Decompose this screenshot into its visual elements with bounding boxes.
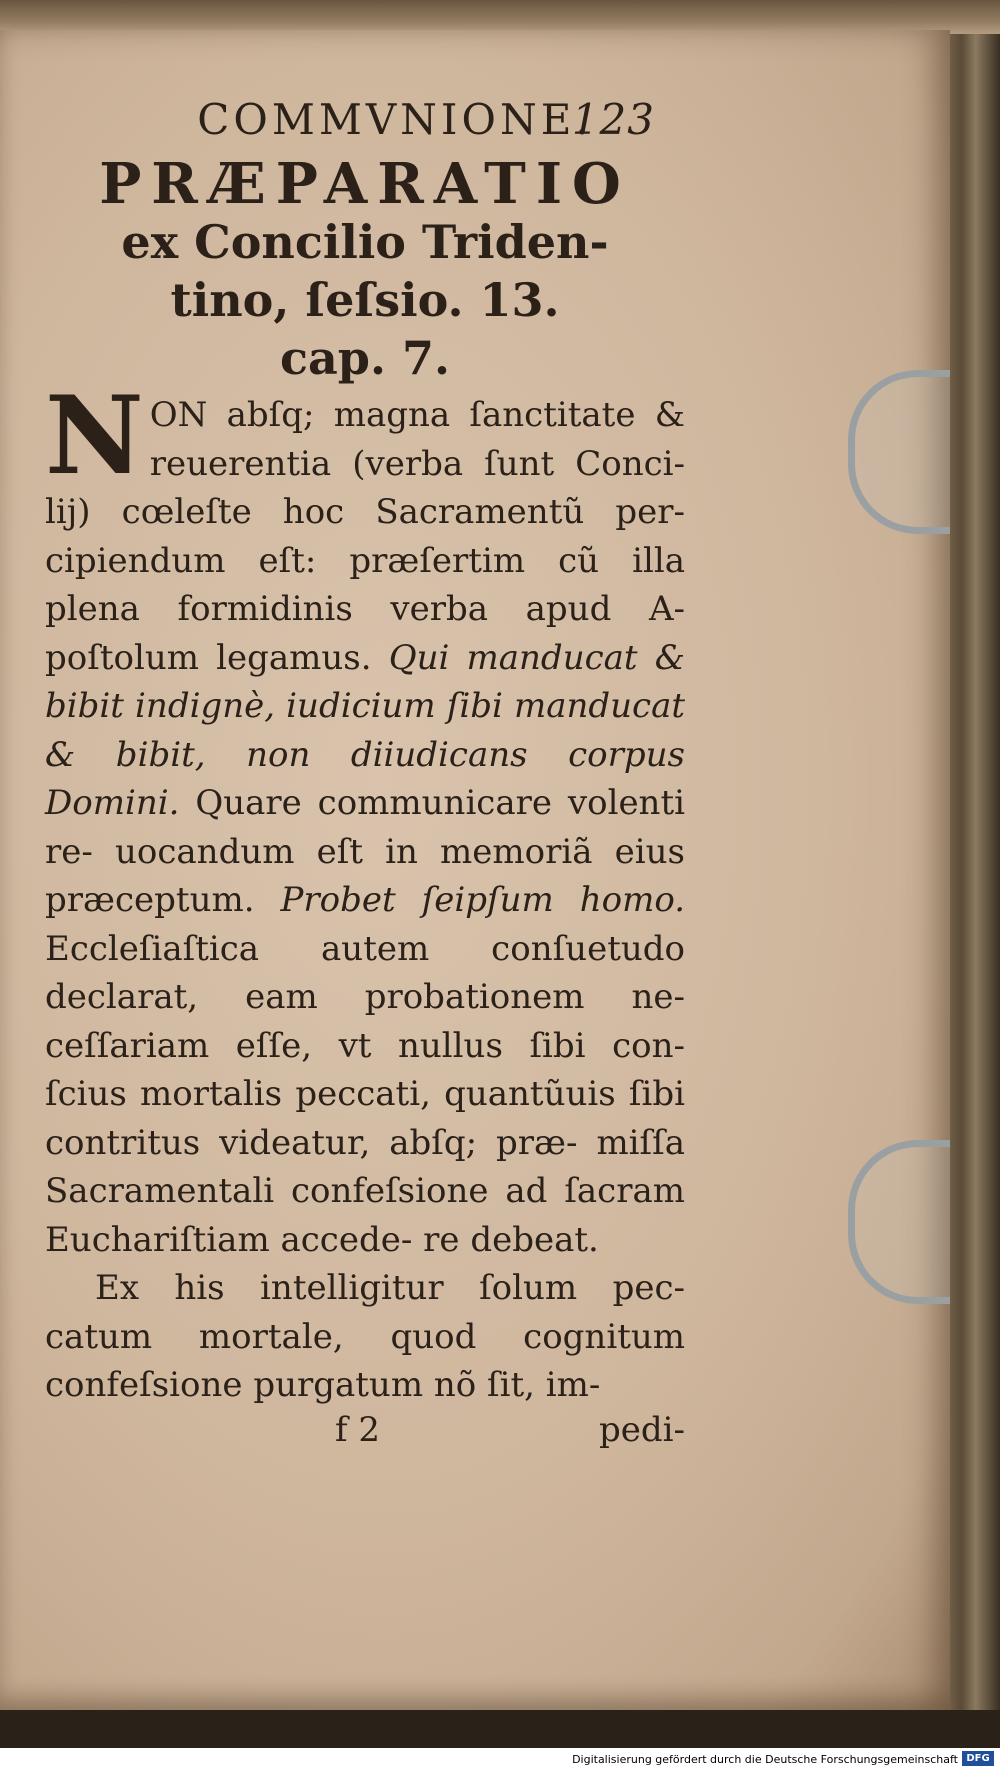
p1-line-1: ON abſq; magna ſanctitate [149,395,636,435]
scripture-quote-2: Probet ſeipſum homo. [280,880,685,920]
p1-line-5: plena formidinis verba apud A- [45,589,685,629]
heading-line-2: ex Concilio Triden- [121,215,609,269]
drop-cap: N [45,373,144,499]
signature-mark: f 2 [335,1409,381,1450]
page-foot [45,1410,685,1458]
p1-line-3: lij) cœleſte hoc Sacramentũ per- [45,492,685,532]
heading-line-3: tino, ſeſsio. 13. [170,273,560,327]
footer-bar [0,1748,1000,1770]
book-top-edge [0,0,1000,34]
p1-line-2: & reuerentia (verba ſunt Conci- [149,395,685,484]
paragraph-1 [45,373,685,1264]
dfg-logo: DFG [962,1751,994,1766]
heading-line-4: cap. 7. [279,331,451,385]
heading-line-1: PRÆPARATIO [99,151,631,217]
page-clip-bottom [848,1140,950,1304]
p1-line-6: poſtolum legamus. [45,637,372,678]
page-clip-top [848,370,950,534]
p1-ending: Eccleſiaſtica autem conſuetudo declarat, eam probationem ne- ceſſariam eſſe, vt nullus ſibi con- ſcius mortalis peccati, quantũuis ſibi contritus videatur, abſq; præ- miſſa Sacramentali confeſsione ad ſacram Euchariſtiam accede- re debeat. [45,928,685,1260]
body-text [45,373,685,1410]
funding-credit: Digitalisierung gefördert durch die Deutsche Forschungsgemeinschaft [572,1753,958,1766]
section-heading [45,151,685,387]
paragraph-2: Ex his intelligitur ſolum pec- catum mortale, quod cognitum confeſsione purgatum nõ ſit, im- [45,1268,685,1405]
page-number: 123 [571,95,655,144]
running-title: COMMVNIONE. [197,95,593,144]
running-head [135,95,655,155]
catchword: pedi- [598,1409,685,1450]
scripture-quote: Qui manducat & bibit indignè, iudicium ſibi manducat & bibit, non diiudicans corpus Domini. [45,637,685,823]
p1-line-4: cipiendum eſt: præſertim cũ illa [45,540,685,581]
page-text-block [45,95,685,1458]
p1-continuation: Quare communicare volenti re- uocandum eſt in memoriã eius præceptum. [45,783,685,920]
